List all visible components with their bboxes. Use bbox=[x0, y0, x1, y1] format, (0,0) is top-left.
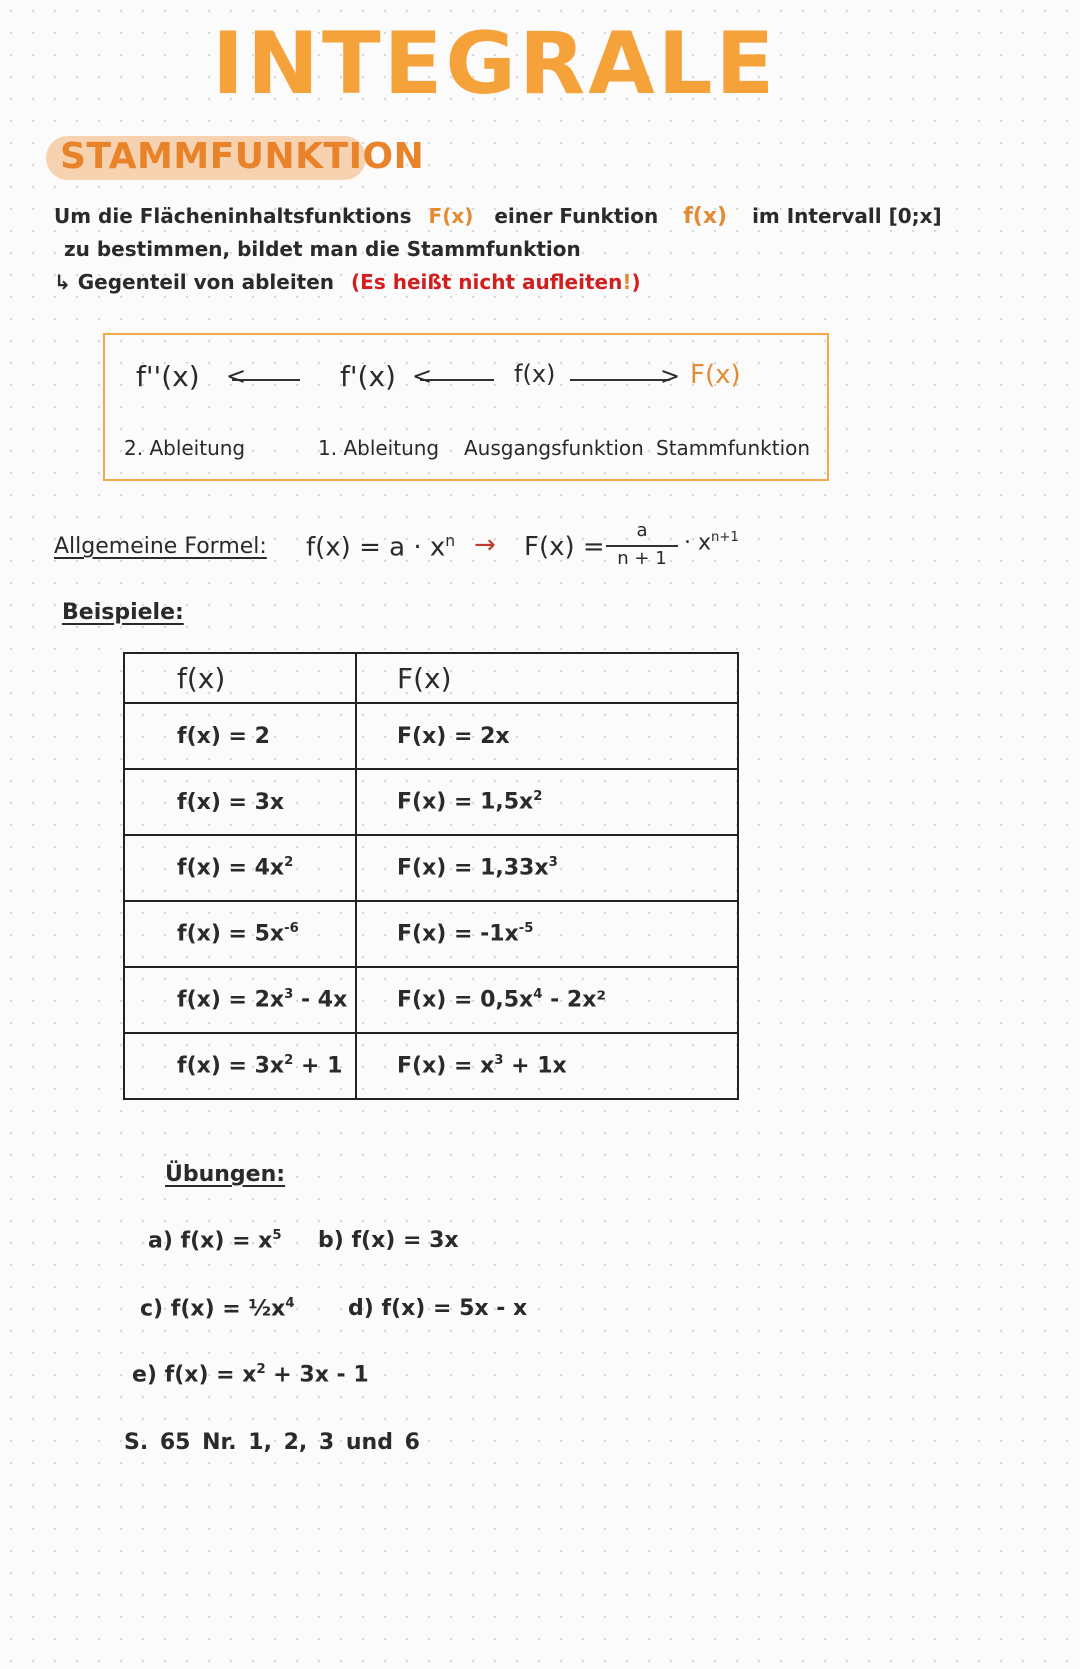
cell-f-exponent: 2 bbox=[284, 1053, 294, 1069]
fraction-denominator: n + 1 bbox=[617, 548, 667, 569]
cell-F-text: F(x) = -1x bbox=[397, 921, 519, 947]
cell-f bbox=[124, 703, 356, 769]
header-F: F(x) bbox=[356, 653, 738, 703]
header-f: f(x) bbox=[124, 653, 356, 703]
table-row bbox=[124, 835, 738, 901]
cell-F bbox=[356, 835, 738, 901]
examples-label: Beispiele: bbox=[62, 600, 184, 625]
fraction-numerator: a bbox=[636, 520, 648, 541]
note-text: ) bbox=[631, 270, 641, 294]
cell-F-text: F(x) = 1,33x bbox=[397, 855, 549, 881]
base-function: f(x) bbox=[514, 360, 556, 388]
cell-f bbox=[124, 1033, 356, 1099]
label-first-derivative: 1. Ableitung bbox=[318, 436, 440, 460]
interval-text: im Intervall [0;x] bbox=[752, 204, 942, 228]
first-derivative: f'(x) bbox=[340, 360, 396, 393]
homework-reference: S. 65 Nr. 1, 2, 3 und 6 bbox=[124, 1430, 420, 1455]
formula-rhs-power bbox=[684, 530, 739, 555]
cell-f bbox=[124, 901, 356, 967]
cell-F-exponent: 4 bbox=[533, 987, 543, 1003]
table-header-row bbox=[124, 653, 738, 703]
implies-arrow-icon: → bbox=[474, 530, 496, 560]
label-base-function: Ausgangsfunktion bbox=[464, 436, 644, 460]
cell-f-tail: - 4x bbox=[293, 987, 348, 1013]
table-row bbox=[124, 703, 738, 769]
exercise-a-exponent: 5 bbox=[272, 1228, 282, 1243]
formula-rhs-base: · x bbox=[684, 530, 712, 556]
function-term: f(x) bbox=[683, 204, 728, 229]
formula-lhs-text: f(x) = a · x bbox=[306, 532, 446, 563]
cell-F bbox=[356, 1033, 738, 1099]
exercise-b: b) f(x) = 3x bbox=[318, 1228, 459, 1253]
exercise-e bbox=[132, 1362, 369, 1387]
cell-f-text: f(x) = 2x bbox=[177, 987, 285, 1013]
cell-F bbox=[356, 769, 738, 835]
formula-lhs-exponent: n bbox=[445, 532, 456, 550]
intro-text: Um die Flächeninhaltsfunktions bbox=[54, 204, 412, 228]
second-derivative: f''(x) bbox=[136, 360, 200, 393]
cell-F-text: F(x) = 0,5x bbox=[397, 987, 534, 1013]
formula-rhs: F(x) = bbox=[524, 532, 605, 562]
formula-rhs-exponent: n+1 bbox=[711, 530, 739, 545]
note-text: (Es heißt nicht aufleiten bbox=[351, 270, 623, 294]
cell-f-exponent: 3 bbox=[284, 987, 294, 1003]
exercise-e-text: e) f(x) = x bbox=[132, 1362, 257, 1388]
cell-F bbox=[356, 901, 738, 967]
exercise-c-text: c) f(x) = ½x bbox=[140, 1296, 286, 1322]
cell-F bbox=[356, 703, 738, 769]
arrow-left-icon: < bbox=[412, 362, 433, 390]
cell-f-text: f(x) = 3x bbox=[177, 1053, 285, 1079]
intro-line-3 bbox=[54, 270, 641, 294]
exercise-e-tail: + 3x - 1 bbox=[265, 1362, 369, 1388]
label-antiderivative: Stammfunktion bbox=[656, 436, 811, 460]
table-row bbox=[124, 967, 738, 1033]
intro-line-2: zu bestimmen, bildet man die Stammfunktion bbox=[64, 237, 581, 261]
exercise-a bbox=[148, 1228, 282, 1253]
label-second-derivative: 2. Ableitung bbox=[124, 436, 246, 460]
cell-f-exponent: 2 bbox=[284, 855, 294, 871]
examples-table bbox=[123, 652, 739, 1100]
cell-F-text: F(x) = x bbox=[397, 1053, 495, 1079]
section-heading: STAMMFUNKTION bbox=[60, 136, 425, 177]
table-row bbox=[124, 769, 738, 835]
cell-F-exponent: -5 bbox=[518, 921, 534, 937]
fraction-bar bbox=[606, 545, 678, 547]
cell-F-exponent: 2 bbox=[533, 789, 543, 805]
intro-text: einer Funktion bbox=[494, 204, 659, 228]
cell-f-tail: + 1 bbox=[293, 1053, 343, 1079]
cell-F-exponent: 3 bbox=[548, 855, 558, 871]
cell-F-tail: + 1x bbox=[503, 1053, 567, 1079]
cell-f bbox=[124, 967, 356, 1033]
intro-text: ↳ Gegenteil von ableiten bbox=[54, 270, 335, 294]
formula-label: Allgemeine Formel: bbox=[54, 534, 267, 559]
cell-F-exponent: 3 bbox=[494, 1053, 504, 1069]
antiderivative: F(x) bbox=[690, 360, 741, 390]
exercise-c bbox=[140, 1296, 295, 1321]
cell-f-text: f(x) = 4x bbox=[177, 855, 285, 881]
table-row bbox=[124, 901, 738, 967]
cell-f-exponent: -6 bbox=[284, 921, 299, 937]
cell-f bbox=[124, 835, 356, 901]
cell-F bbox=[356, 967, 738, 1033]
exercise-d: d) f(x) = 5x - x bbox=[348, 1296, 528, 1321]
cell-F-tail: - 2x² bbox=[542, 987, 607, 1013]
formula-lhs bbox=[306, 532, 455, 563]
cell-F-text: F(x) = 2x bbox=[397, 723, 510, 749]
exercise-c-exponent: 4 bbox=[285, 1296, 295, 1311]
table-row bbox=[124, 1033, 738, 1099]
cell-f-text: f(x) = 3x bbox=[177, 789, 285, 815]
cell-f bbox=[124, 769, 356, 835]
page-title: INTEGRALE bbox=[212, 14, 778, 114]
intro-line-1 bbox=[54, 204, 942, 229]
cell-f-text: f(x) = 2 bbox=[177, 723, 270, 749]
cell-f-text: f(x) = 5x bbox=[177, 921, 285, 947]
arrow-right-icon: > bbox=[660, 362, 681, 390]
arrow-left-icon: < bbox=[226, 362, 247, 390]
arrow-right-line bbox=[570, 379, 670, 381]
exercises-label: Übungen: bbox=[165, 1162, 286, 1187]
exclamation-mark: ! bbox=[622, 270, 632, 294]
antiderivative-term: F(x) bbox=[428, 204, 474, 228]
exercise-a-text: a) f(x) = x bbox=[148, 1228, 273, 1254]
cell-F-text: F(x) = 1,5x bbox=[397, 789, 534, 815]
exercise-e-exponent: 2 bbox=[256, 1362, 266, 1377]
